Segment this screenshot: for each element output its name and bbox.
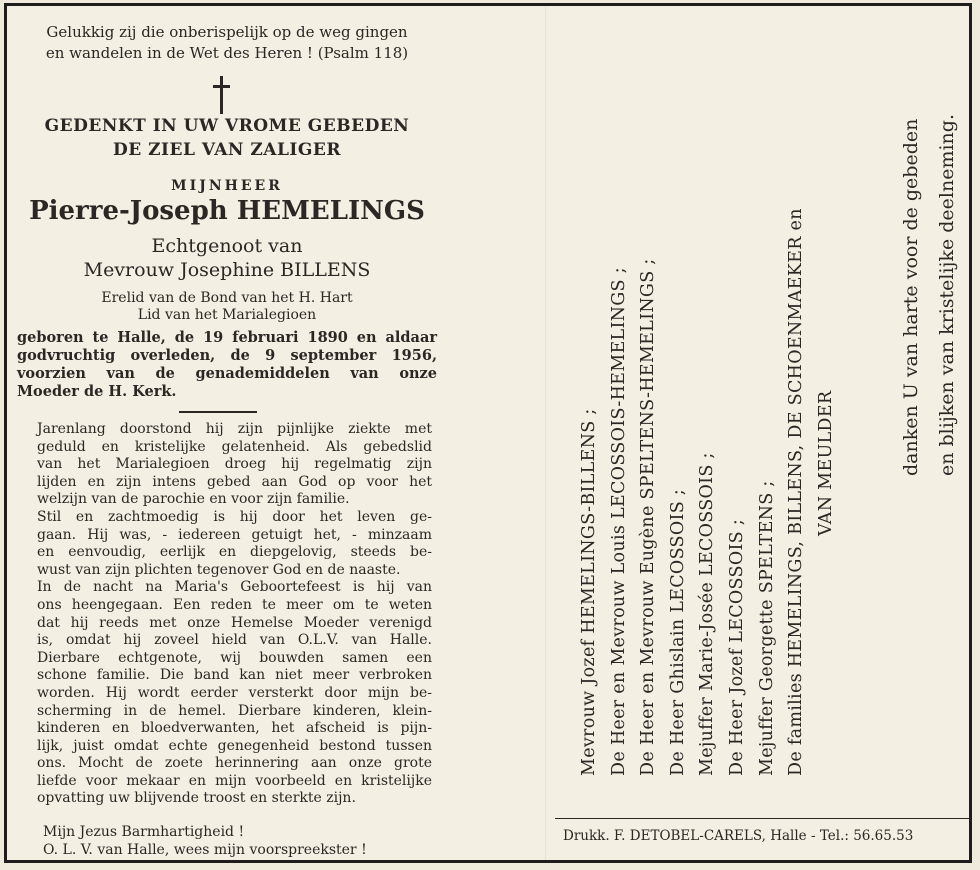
left-page: [7, 6, 457, 860]
remember-heading-2: DE ZIEL VAN ZALIGER: [113, 140, 341, 160]
spouse-name: Mevrouw Josephine BILLENS: [83, 259, 371, 281]
memorial-text-line: lijden en zijn intens gebed aan God op voor het: [37, 473, 432, 490]
thanks-line: danken U van harte voor de gebeden: [900, 118, 922, 476]
birth-death-line: geboren te Halle, de 19 februari 1890 en aldaar: [17, 329, 437, 346]
family-line: Mejuffer Marie-Josée LECOSSOIS ;: [697, 452, 718, 776]
family-line: De Heer Ghislain LECOSSOIS ;: [667, 488, 688, 776]
closing-line: Mijn Jezus Barmhartigheid !: [43, 824, 245, 840]
memorial-text-line: dat hij reeds met onze Hemelse Moeder verenigd: [37, 614, 432, 631]
family-line: Mevrouw Jozef HEMELINGS-BILLENS ;: [579, 408, 599, 776]
memorial-text-line: worden. Hij wordt eerder versterkt door mijn be-: [37, 684, 432, 701]
printer-divider: [555, 818, 972, 819]
memorial-text-line: is, omdat hij zoveel hield van O.L.V. van Halle.: [37, 632, 432, 649]
thanks-text: [893, 16, 965, 476]
memorial-text-line: geduld en kristelijke gelatenheid. Als gebedslid: [37, 438, 432, 455]
deceased-name: Pierre-Joseph HEMELINGS: [29, 196, 425, 226]
closing-prayers: [43, 824, 433, 859]
memorial-text-line: Dierbare echtgenote, wij bouwden samen een: [37, 649, 432, 666]
divider-rule: [179, 411, 257, 413]
spouse-intro: Echtgenoot van: [151, 235, 303, 257]
psalm-verse-line-1: Gelukkig zij die onberispelijk op de weg gingen: [46, 23, 408, 41]
family-line: VAN MEULDER: [815, 390, 836, 536]
honor-line: Erelid van de Bond van het H. Hart: [101, 290, 353, 306]
memorial-text-line: schone familie. Die band kan niet meer verbroken: [37, 667, 432, 684]
honor-line: Lid van het Marialegioen: [137, 307, 317, 323]
psalm-verse-line-2: en wandelen in de Wet des Heren ! (Psalm 118): [45, 44, 409, 62]
thanks-line: en blijken van kristelijke deelneming.: [936, 114, 958, 476]
family-line: De Heer Jozef LECOSSOIS ;: [726, 518, 747, 776]
memorial-text-line: scherming in de hemel. Dierbare kinderen, klein-: [37, 702, 432, 719]
memorial-text-line: ons. Mocht de zoete herinnering aan onze grote: [37, 755, 432, 772]
fold-line: [545, 6, 546, 860]
printer-credit: Drukk. F. DETOBEL-CARELS, Halle - Tel.: 56.65.53: [563, 828, 914, 844]
memorial-text-line: Jarenlang doorstond hij zijn pijnlijke ziekte met: [37, 421, 432, 437]
birth-death-line: godvruchtig overleden, de 9 september 1956,: [17, 347, 437, 364]
memorial-card: [4, 3, 972, 863]
family-line: Mejuffer Georgette SPELTENS ;: [756, 480, 777, 776]
memorial-text-line: van het Marialegioen droeg hij regelmatig zijn: [37, 456, 432, 473]
memorial-text-line: ons heengegaan. Een reden te meer om te weten: [37, 596, 432, 613]
birth-death-paragraph: [17, 329, 437, 401]
memorial-text-line: In de nacht na Maria's Geboortefeest is hij van: [37, 579, 432, 596]
closing-line: O. L. V. van Halle, wees mijn voorspreekster !: [43, 841, 367, 858]
family-list: [575, 56, 841, 776]
memorial-text-line: gaan. Hij was, - iedereen getuigt het, - minzaam: [37, 526, 432, 543]
family-line: De Heer en Mevrouw Eugène SPELTENS-HEMELINGS ;: [638, 258, 659, 776]
honorific-title: MIJNHEER: [171, 178, 283, 194]
memorial-text-line: welzijn van de parochie en voor zijn familie.: [37, 491, 350, 508]
memorial-text-line: kinderen en bloedverwanten, het afscheid is pijn-: [37, 720, 432, 737]
birth-death-line: Moeder de H. Kerk.: [17, 383, 177, 400]
memorial-text-line: wust van zijn plichten tegenover God en de naaste.: [37, 561, 401, 578]
cross-icon: [211, 76, 233, 114]
remember-heading-1: GEDENKT IN UW VROME GEBEDEN: [44, 116, 410, 136]
memorial-text-line: opvatting uw blijvende troost en sterkte zijn.: [37, 790, 356, 807]
memorial-text-line: Stil en zachtmoedig is hij door het leven ge-: [37, 508, 432, 525]
birth-death-line: voorzien van de genademiddelen van onze: [17, 365, 437, 382]
memorial-text-line: liefde voor mekaar en mijn voorbeeld en kristelijke: [37, 772, 432, 789]
family-line: De families HEMELINGS, BILLENS, DE SCHOENMAEKER en: [786, 208, 807, 776]
family-line: De Heer en Mevrouw Louis LECOSSOIS-HEMELINGS ;: [608, 267, 629, 776]
memorial-text-line: lijk, juist omdat echte genegenheid bestond tussen: [37, 737, 432, 754]
memorial-text: [37, 421, 432, 808]
memorial-text-line: en eenvoudig, eerlijk en diepgelovig, steeds be-: [37, 544, 432, 561]
